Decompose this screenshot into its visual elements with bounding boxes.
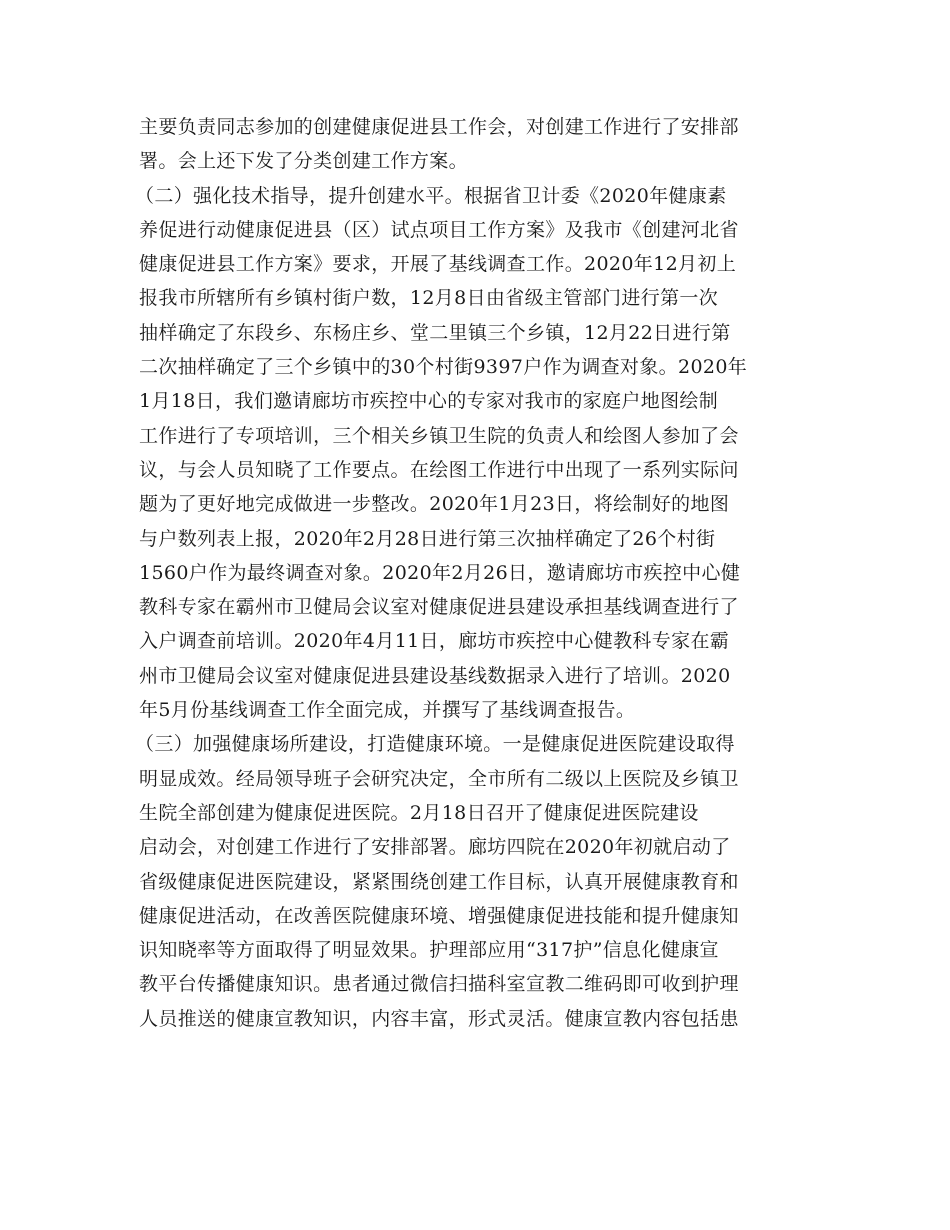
text-line-13: 与户数列表上报，2020年2月28日进行第三次抽样确定了26个村街: [139, 527, 716, 550]
text-line-26: 教平台传播健康知识。患者通过微信扫描科室宣教二维码即可收到护理: [139, 973, 739, 996]
text-line-6: 报我市所辖所有乡镇村街户数，12月8日由省级主管部门进行第一次: [139, 287, 719, 310]
text-line-24: 健康促进活动，在改善医院健康环境、增强健康促进技能和提升健康知: [139, 904, 739, 927]
text-line-2: 署。会上还下发了分类创建工作方案。: [139, 150, 468, 173]
text-line-17: 州市卫健局会议室对健康促进县建设基线数据录入进行了培训。2020: [139, 664, 731, 687]
text-line-18: 年5月份基线调查工作全面完成，并撰写了基线调查报告。: [139, 699, 636, 722]
text-line-1: 主要负责同志参加的创建健康促进县工作会，对创建工作进行了安排部: [139, 116, 739, 138]
body-text: [135, 110, 819, 1036]
text-line-21: 生院全部创建为健康促进医院。2月18日召开了健康促进医院建设: [139, 801, 699, 824]
section-three-heading-line: （三）加强健康场所建设，打造健康环境。一是健康促进医院建设取得: [135, 733, 735, 756]
text-line-5: 健康促进县工作方案》要求，开展了基线调查工作。2020年12月初上: [139, 253, 737, 276]
text-line-15: 教科专家在霸州市卫健局会议室对健康促进县建设承担基线调查进行了: [139, 596, 739, 619]
text-line-8: 二次抽样确定了三个乡镇中的30个村街9397户作为调查对象。2020年: [139, 356, 748, 379]
text-line-23: 省级健康促进医院建设，紧紧围绕创建工作目标，认真开展健康教育和: [139, 870, 739, 893]
text-line-12: 题为了更好地完成做进一步整改。2020年1月23日，将绘制好的地图: [139, 493, 730, 516]
text-line-14: 1560户作为最终调查对象。2020年2月26日，邀请廊坊市疾控中心健: [139, 561, 741, 584]
text-line-25: 识知晓率等方面取得了明显效果。护理部应用“317护”信息化健康宣: [139, 939, 719, 962]
text-line-4: 养促进行动健康促进县（区）试点项目工作方案》及我市《创建河北省: [139, 218, 739, 241]
text-line-10: 工作进行了专项培训，三个相关乡镇卫生院的负责人和绘图人参加了会: [139, 424, 739, 447]
text-line-22: 启动会，对创建工作进行了安排部署。廊坊四院在2020年初就启动了: [139, 836, 731, 859]
text-line-7: 抽样确定了东段乡、东杨庄乡、堂二里镇三个乡镇，12月22日进行第: [139, 321, 731, 344]
text-line-16: 入户调查前培训。2020年4月11日，廊坊市疾控中心健教科专家在霸: [139, 630, 730, 653]
text-line-20: 明显成效。经局领导班子会研究决定，全市所有二级以上医院及乡镇卫: [139, 767, 739, 790]
text-line-9: 1月18日，我们邀请廊坊市疾控中心的专家对我市的家庭户地图绘制: [139, 390, 719, 413]
text-line-27: 人员推送的健康宣教知识，内容丰富，形式灵活。健康宣教内容包括患: [139, 1007, 739, 1030]
text-line-11: 议，与会人员知晓了工作要点。在绘图工作进行中出现了一系列实际问: [139, 458, 739, 481]
section-two-heading-line: （二）强化技术指导，提升创建水平。根据省卫计委《2020年健康素: [135, 184, 727, 207]
